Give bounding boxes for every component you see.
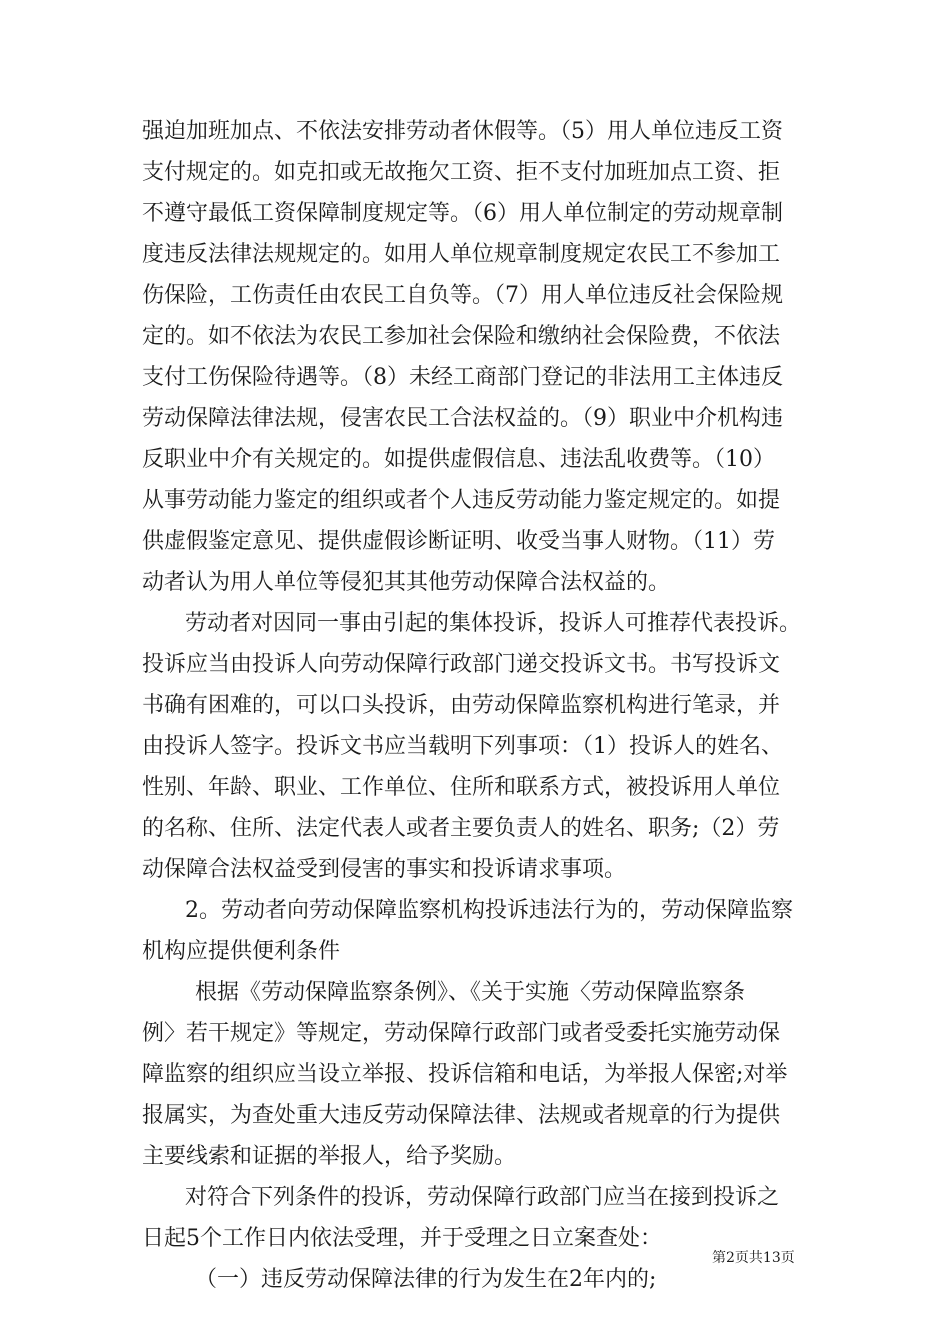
text-line: 强迫加班加点、不依法安排劳动者休假等。（5）用人单位违反工资	[142, 119, 783, 144]
paragraph-start-line: 根据《劳动保障监察条例》、《关于实施〈劳动保障监察条	[195, 980, 746, 1005]
text-line: 支付规定的。如克扣或无故拖欠工资、拒不支付加班加点工资、拒	[142, 160, 781, 185]
text-line: 报属实，为查处重大违反劳动保障法律、法规或者规章的行为提供	[142, 1103, 781, 1128]
text-line: 障监察的组织应当设立举报、投诉信箱和电话，为举报人保密;对举	[142, 1062, 788, 1087]
text-line: 例〉若干规定》等规定，劳动保障行政部门或者受委托实施劳动保	[142, 1021, 781, 1046]
text-line: 由投诉人签字。投诉文书应当载明下列事项：（1）投诉人的姓名、	[142, 734, 783, 759]
text-line: 供虚假鉴定意见、提供虚假诊断证明、收受当事人财物。（11）劳	[142, 529, 775, 554]
text-line: 伤保险，工伤责任由农民工自负等。（7）用人单位违反社会保险规	[142, 283, 783, 308]
page-number-footer: 第2页共13页	[712, 1250, 795, 1266]
text-line: 劳动保障法律法规，侵害农民工合法权益的。（9）职业中介机构违	[142, 406, 783, 431]
text-line: 动保障合法权益受到侵害的事实和投诉请求事项。	[142, 857, 627, 882]
text-line: 支付工伤保险待遇等。（8）未经工商部门登记的非法用工主体违反	[142, 365, 783, 390]
text-line: 投诉应当由投诉人向劳动保障行政部门递交投诉文书。书写投诉文	[142, 652, 781, 677]
text-line: 反职业中介有关规定的。如提供虚假信息、违法乱收费等。（10）	[142, 447, 775, 472]
paragraph-start-line: 劳动者对因同一事由引起的集体投诉，投诉人可推荐代表投诉。	[185, 611, 802, 636]
paragraph-start-line: 对符合下列条件的投诉，劳动保障行政部门应当在接到投诉之	[185, 1185, 780, 1210]
section-heading-line: 2。劳动者向劳动保障监察机构投诉违法行为的，劳动保障监察	[185, 898, 793, 923]
text-line: 定的。如不依法为农民工参加社会保险和缴纳社会保险费，不依法	[142, 324, 781, 349]
text-line: 主要线索和证据的举报人，给予奖励。	[142, 1144, 517, 1169]
text-line: 度违反法律法规规定的。如用人单位规章制度规定农民工不参加工	[142, 242, 781, 267]
text-line: 性别、年龄、职业、工作单位、住所和联系方式，被投诉用人单位	[142, 775, 781, 800]
text-line: 不遵守最低工资保障制度规定等。（6）用人单位制定的劳动规章制	[142, 201, 783, 226]
list-item-line: （一）违反劳动保障法律的行为发生在2年内的;	[195, 1267, 657, 1292]
text-line: 的名称、住所、法定代表人或者主要负责人的姓名、职务;（2）劳	[142, 816, 780, 841]
section-heading-line: 机构应提供便利条件	[142, 939, 341, 964]
text-line: 日起5个工作日内依法受理，并于受理之日立案查处：	[142, 1226, 662, 1251]
text-line: 从事劳动能力鉴定的组织或者个人违反劳动能力鉴定规定的。如提	[142, 488, 781, 513]
text-line: 书确有困难的，可以口头投诉，由劳动保障监察机构进行笔录，并	[142, 693, 781, 718]
text-line: 动者认为用人单位等侵犯其其他劳动保障合法权益的。	[142, 570, 671, 595]
